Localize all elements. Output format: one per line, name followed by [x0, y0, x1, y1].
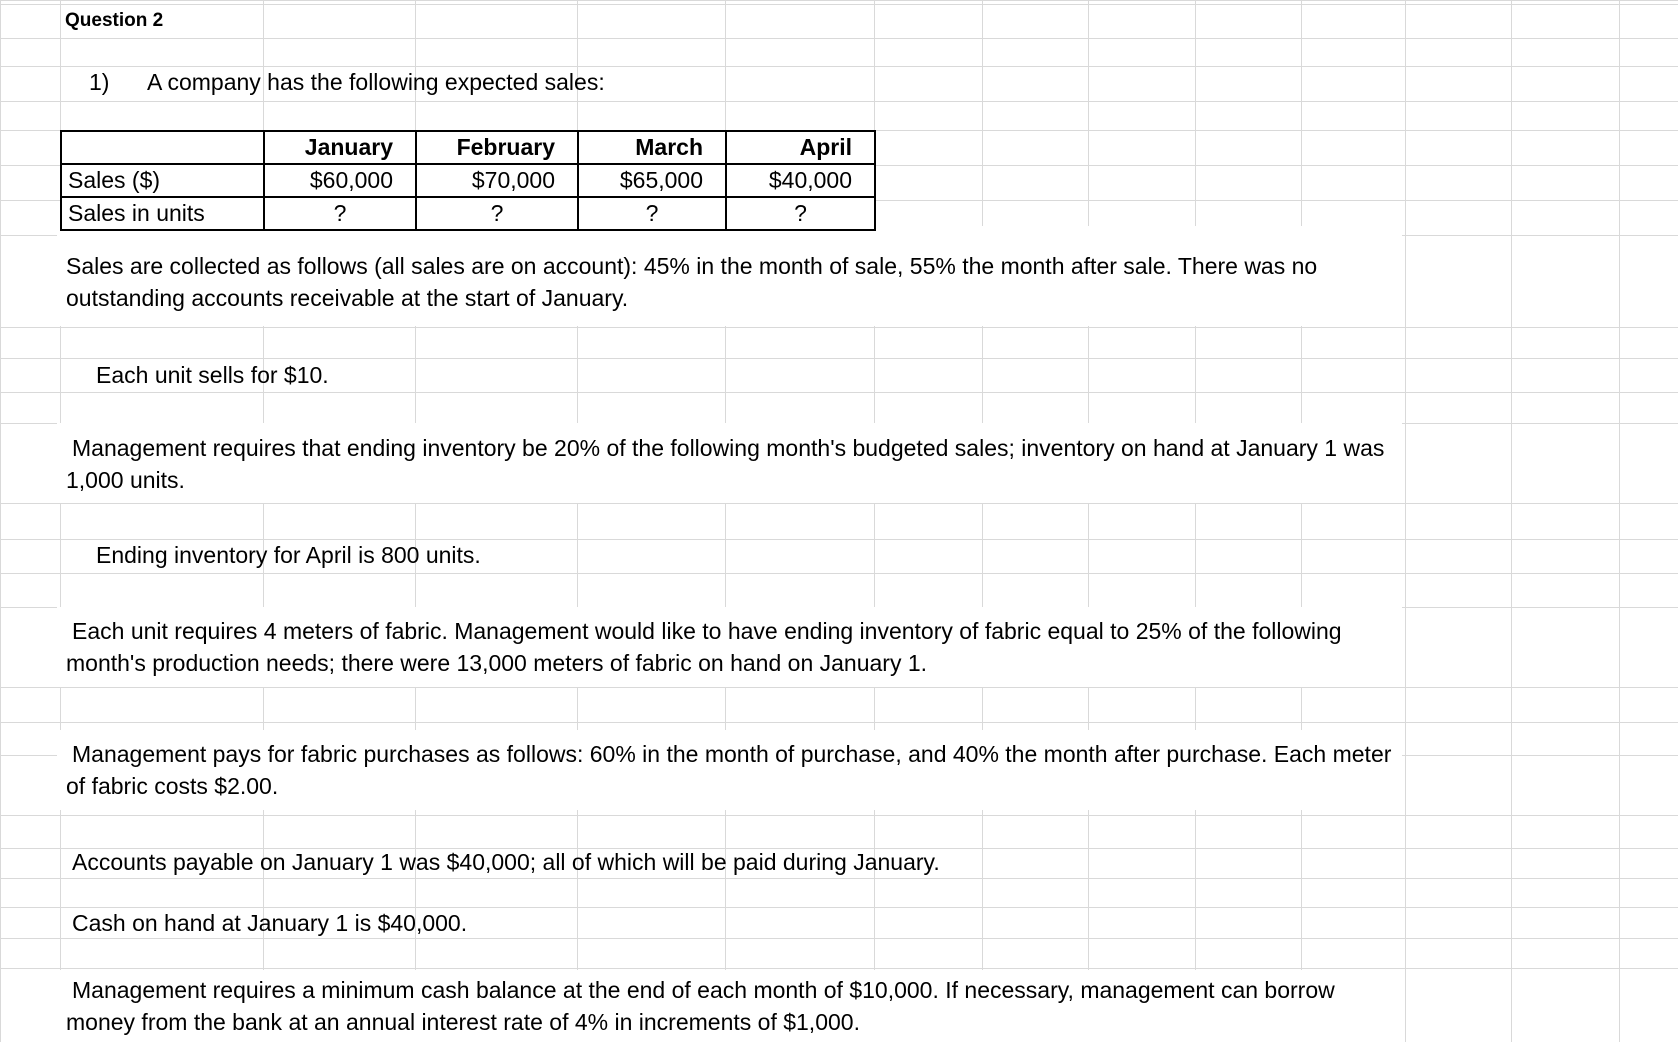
table-cell: ? [264, 197, 416, 230]
table-row [61, 197, 875, 230]
table-header-march: March [578, 131, 726, 164]
table-cell: $70,000 [416, 164, 578, 197]
min-cash-paragraph: Management requires a minimum cash balance at the end of each month of $10,000. If necessary, management can borrow money from the bank at an annual interest rate of 4% in increments of $1,000. [66, 977, 1335, 1035]
table-header-february: February [416, 131, 578, 164]
ending-inventory-policy-paragraph: Management requires that ending inventory be 20% of the following month's budgeted sales; inventory on hand at January 1 was 1,000 units. [66, 435, 1385, 493]
collections-paragraph: Sales are collected as follows (all sales are on account): 45% in the month of sale, 55% the month after sale. There was no outstanding accounts receivable at the start of January. [66, 253, 1318, 311]
table-header-january: January [264, 131, 416, 164]
table-cell: $60,000 [264, 164, 416, 197]
table-cell: $40,000 [726, 164, 875, 197]
row-label-sales-dollars: Sales ($) [61, 164, 264, 197]
accounts-payable-text: Accounts payable on January 1 was $40,000; all of which will be paid during January. [72, 849, 940, 875]
unit-price-text: Each unit sells for $10. [96, 362, 329, 388]
table-header-blank [61, 131, 264, 164]
item-number: 1) [89, 69, 110, 95]
row-label-sales-units: Sales in units [61, 197, 264, 230]
table-cell: ? [726, 197, 875, 230]
table-cell: ? [416, 197, 578, 230]
question-title: Question 2 [65, 10, 164, 31]
table-row [61, 164, 875, 197]
table-cell: $65,000 [578, 164, 726, 197]
intro-text: A company has the following expected sales: [147, 69, 605, 95]
table-header-row [61, 131, 875, 164]
sales-table [60, 130, 876, 231]
table-cell: ? [578, 197, 726, 230]
april-ending-inventory-text: Ending inventory for April is 800 units. [96, 542, 481, 568]
cash-on-hand-text: Cash on hand at January 1 is $40,000. [72, 910, 468, 936]
fabric-payment-paragraph: Management pays for fabric purchases as follows: 60% in the month of purchase, and 40% the month after purchase. Each meter of fabric costs $2.00. [66, 741, 1392, 799]
table-header-april: April [726, 131, 875, 164]
fabric-paragraph: Each unit requires 4 meters of fabric. Management would like to have ending inventory of fabric equal to 25% of the following month's production needs; there were 13,000 meters of fabric on hand on January 1. [66, 618, 1342, 676]
